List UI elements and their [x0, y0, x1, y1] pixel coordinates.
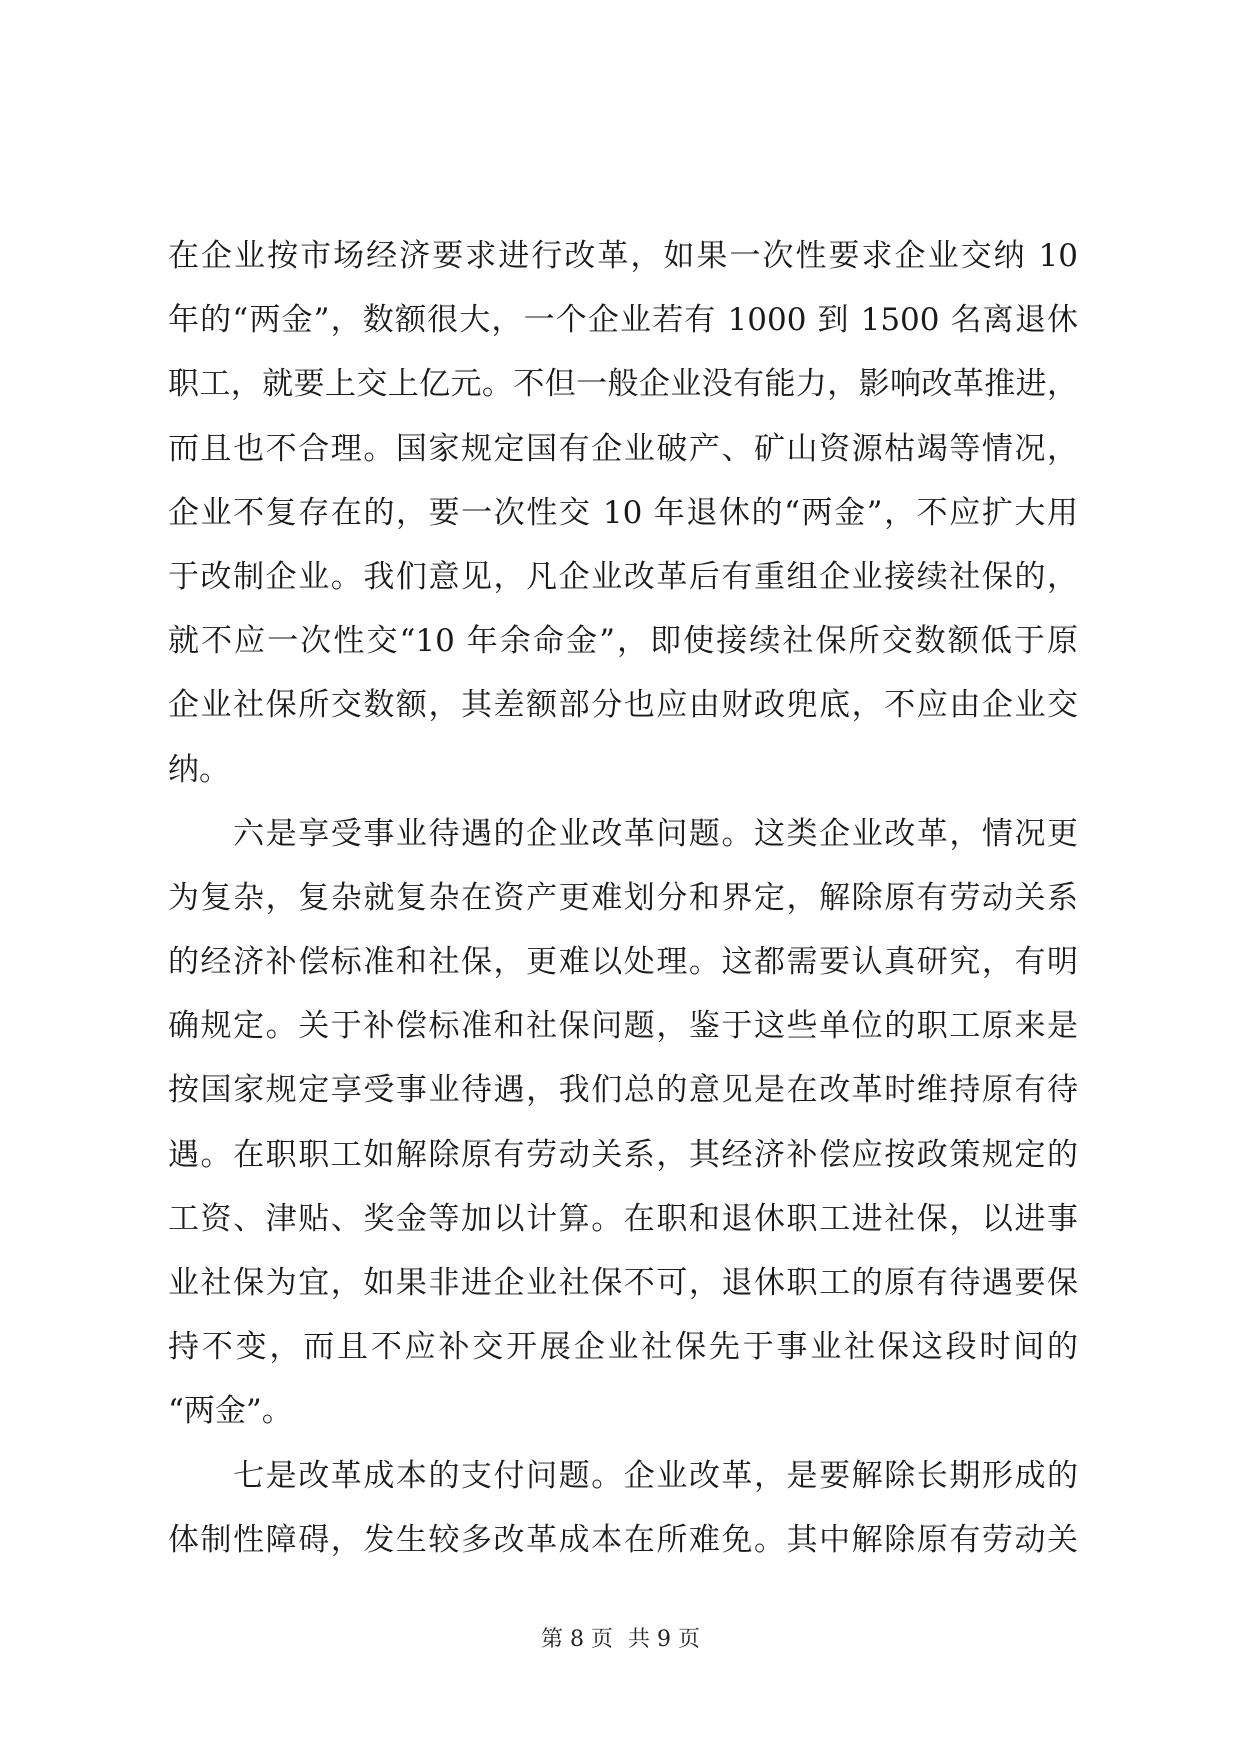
- text-line: 纳。: [168, 751, 230, 788]
- text-line: 企业不复存在的，要一次性交 10 年退休的“两金”，不应扩大用: [168, 494, 1078, 531]
- document-body: [168, 228, 1078, 1576]
- text-line: 在企业按市场经济要求进行改革，如果一次性要求企业交纳 10: [168, 238, 1078, 274]
- text-line: 业社保为宜，如果非进企业社保不可，退休职工的原有待遇要保: [168, 1265, 1078, 1301]
- text-line: 遇。在职职工如解除原有劳动关系，其经济补偿应按政策规定的: [168, 1136, 1078, 1173]
- text-line: 持不变，而且不应补交开展企业社保先于事业社保这段时间的: [168, 1329, 1078, 1366]
- text-line: 确规定。关于补偿标准和社保问题，鉴于这些单位的职工原来是: [168, 1008, 1078, 1045]
- text-line: 按国家规定享受事业待遇，我们总的意见是在改革时维持原有待: [168, 1072, 1078, 1109]
- total-pages: 共 9 页: [628, 1627, 700, 1652]
- text-line: 年的“两金”，数额很大，一个企业若有 1000 到 1500 名离退休: [168, 302, 1078, 339]
- text-line: 工资、津贴、奖金等加以计算。在职和退休职工进社保，以进事: [168, 1200, 1078, 1237]
- text-line: 为复杂，复杂就复杂在资产更难划分和界定，解除原有劳动关系: [168, 879, 1078, 916]
- text-line: 六是享受事业待遇的企业改革问题。这类企业改革，情况更: [168, 815, 1078, 852]
- text-line: 而且也不合理。国家规定国有企业破产、矿山资源枯竭等情况，: [168, 430, 1078, 467]
- text-line: 企业社保所交数额，其差额部分也应由财政兜底，不应由企业交: [168, 687, 1078, 724]
- text-line: 于改制企业。我们意见，凡企业改革后有重组企业接续社保的，: [168, 558, 1078, 595]
- page-number: 第 8 页: [541, 1627, 613, 1652]
- text-line: 职工，就要上交上亿元。不但一般企业没有能力，影响改革推进，: [168, 366, 1078, 403]
- text-line: 就不应一次性交“10 年余命金”，即使接续社保所交数额低于原: [168, 623, 1078, 660]
- text-line: 七是改革成本的支付问题。企业改革，是要解除长期形成的: [168, 1457, 1078, 1494]
- text-line: “两金”。: [168, 1393, 293, 1430]
- page-footer: [0, 1625, 1241, 1655]
- text-line: 体制性障碍，发生较多改革成本在所难免。其中解除原有劳动关: [168, 1521, 1078, 1558]
- text-line: 的经济补偿标准和社保，更难以处理。这都需要认真研究，有明: [168, 944, 1078, 981]
